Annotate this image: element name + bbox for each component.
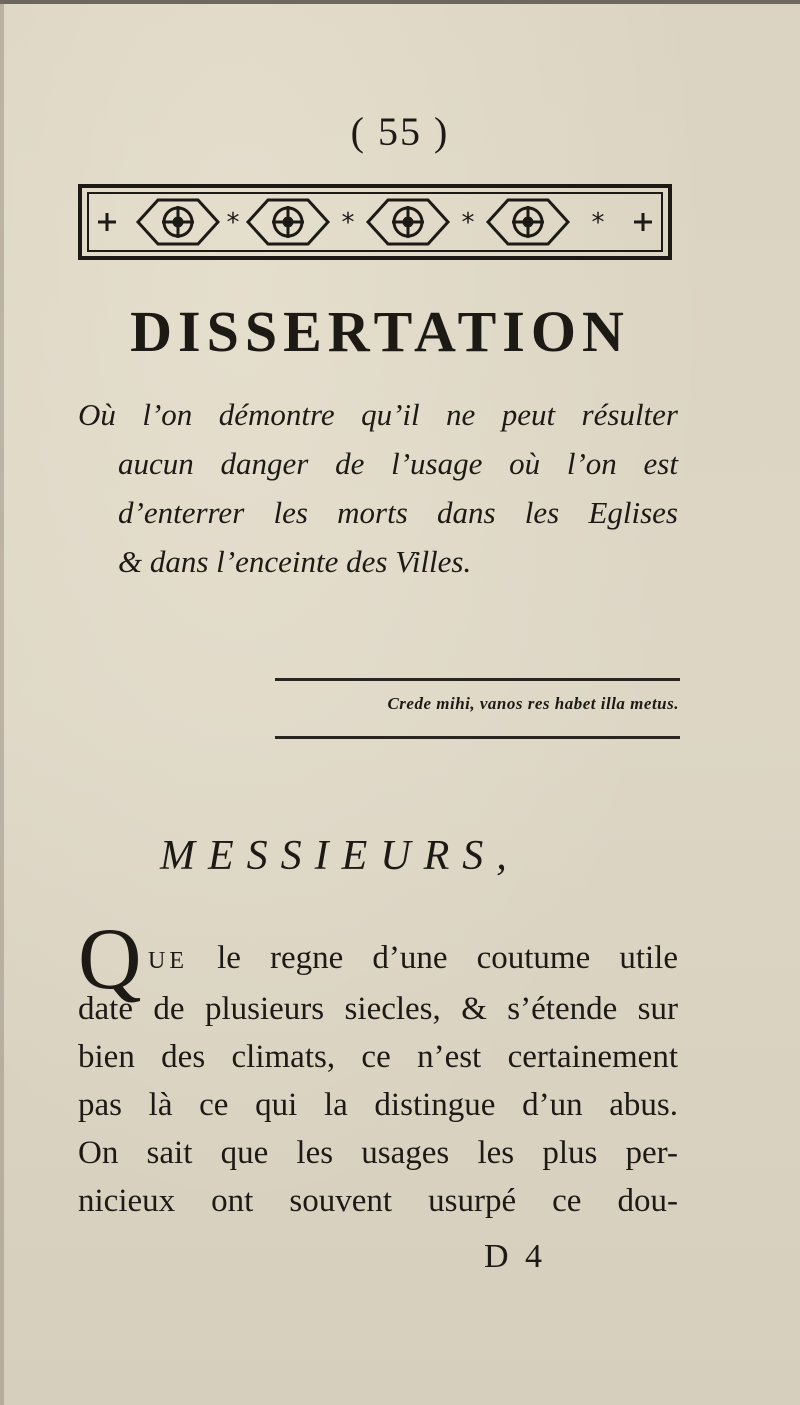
page-number: ( 55 ) xyxy=(350,109,450,154)
first-word-small-caps: UE xyxy=(148,948,188,974)
page-top-edge xyxy=(0,0,800,4)
body-line: bien des climats, ce n’est certainement xyxy=(78,1039,678,1075)
body-paragraph xyxy=(78,934,678,1225)
subtitle-line: aucun danger de l’usage où l’on est xyxy=(118,446,678,481)
body-line: date de plusieurs siecles, & s’étende sur xyxy=(78,991,678,1027)
svg-text:*: * xyxy=(341,208,355,238)
svg-text:*: * xyxy=(226,208,240,238)
epigraph: Crede mihi, vanos res habet illa metus. xyxy=(387,694,679,713)
dissertation-title: DISSERTATION xyxy=(130,299,630,364)
subtitle-line: d’enterrer les morts dans les Eglises xyxy=(118,495,678,530)
decorative-headpiece-ornament xyxy=(78,182,672,262)
body-first-line xyxy=(78,934,678,985)
epigraph-bottom-rule xyxy=(275,736,680,739)
subtitle-line: & dans l’enceinte des Villes. xyxy=(118,544,472,579)
body-line: pas là ce qui la distingue d’un abus. xyxy=(78,1087,678,1123)
first-line-text: le regne d’une coutume utile xyxy=(217,940,678,976)
body-line: On sait que les usages les plus per- xyxy=(78,1135,678,1171)
epigraph-top-rule xyxy=(275,678,680,681)
drop-cap-initial: Q xyxy=(78,911,142,1008)
printer-signature-mark: D 4 xyxy=(484,1238,547,1275)
svg-text:*: * xyxy=(461,208,475,238)
subtitle-block xyxy=(78,390,678,586)
subtitle-line: Où l’on démontre qu’il ne peut résulter xyxy=(78,397,678,432)
body-line: nicieux ont souvent usurpé ce dou- xyxy=(78,1183,678,1219)
salutation: MESSIEURS, xyxy=(160,833,520,879)
page-left-edge xyxy=(0,0,4,1405)
svg-text:*: * xyxy=(591,208,605,238)
